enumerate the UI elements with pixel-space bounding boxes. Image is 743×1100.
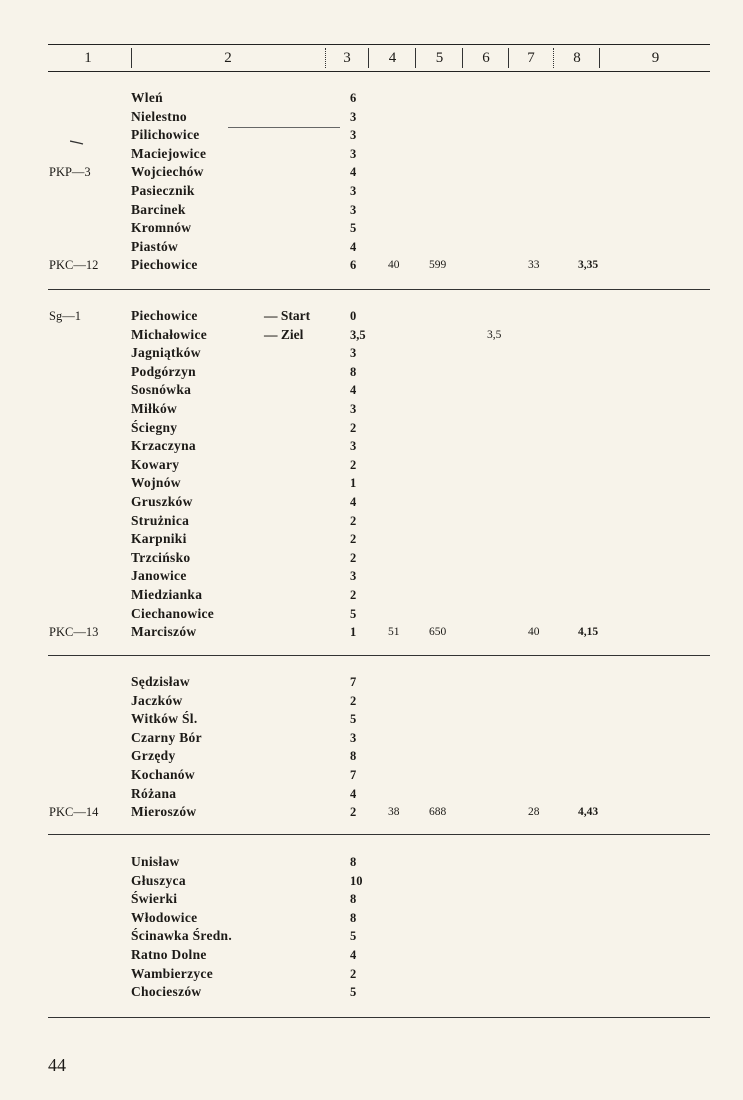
distance-value: 4	[350, 165, 357, 180]
place-name: Maciejowice	[131, 145, 207, 161]
table-row	[0, 201, 743, 219]
table-row	[0, 238, 743, 256]
distance-value: 7	[350, 768, 357, 782]
table-row	[0, 456, 743, 474]
distance-value: 2	[350, 805, 357, 820]
table-row	[0, 381, 743, 399]
distance-value: 2	[350, 420, 357, 435]
distance-value: 3	[350, 402, 357, 416]
table-row	[0, 419, 743, 437]
distance-value: 5	[350, 985, 357, 1000]
place-name: Kochanów	[131, 767, 195, 782]
table-row	[0, 437, 743, 455]
place-name: Jaczków	[131, 692, 183, 708]
place-name: Sędzisław	[131, 674, 190, 689]
distance-value: 3	[350, 439, 357, 454]
section-divider	[48, 655, 710, 656]
place-name: Wleń	[131, 90, 163, 105]
column-header-1: 1	[84, 50, 92, 66]
table-row	[0, 512, 743, 530]
table-row	[0, 710, 743, 728]
distance-value: 2	[350, 532, 357, 547]
header-top-rule	[48, 44, 710, 45]
col8-value: 4,43	[578, 806, 599, 819]
table-row	[0, 853, 743, 871]
header-separator	[599, 48, 600, 68]
place-name: Kowary	[131, 456, 180, 472]
table-row	[0, 145, 743, 163]
distance-value: 3	[350, 128, 357, 143]
column-header-7: 7	[527, 50, 535, 66]
distance-value: 5	[350, 606, 357, 621]
place-name: Ciechanowice	[131, 605, 215, 621]
header-bottom-rule	[48, 71, 710, 72]
place-name: Świerki	[131, 891, 178, 907]
place-name: Piechowice	[131, 257, 198, 273]
distance-value: 8	[350, 892, 357, 907]
place-name: Piastów	[131, 238, 179, 254]
place-name: Witków Śl.	[131, 711, 198, 727]
table-row	[0, 692, 743, 710]
distance-value: 5	[350, 929, 357, 944]
place-note: — Start	[264, 308, 311, 323]
col7-value: 33	[528, 259, 540, 272]
distance-value: 2	[350, 966, 357, 981]
table-row	[0, 182, 743, 200]
distance-value: 0	[350, 309, 357, 323]
distance-value: 4	[350, 495, 357, 509]
place-name: Miedzianka	[131, 587, 203, 602]
table-row	[0, 927, 743, 945]
header-separator	[368, 48, 369, 68]
table-row	[0, 946, 743, 964]
col7-value: 40	[528, 626, 540, 639]
place-name: Sosnówka	[131, 382, 192, 398]
column-header-9: 9	[651, 50, 660, 66]
distance-value: 2	[350, 513, 357, 528]
route-code: PKC—13	[49, 625, 99, 640]
col5-value: 599	[429, 259, 447, 272]
distance-value: 2	[350, 693, 357, 708]
table-row	[0, 126, 743, 144]
distance-value: 7	[350, 675, 357, 689]
route-code: PKC—14	[49, 805, 99, 820]
place-name: Chocieszów	[131, 984, 202, 1000]
col8-value: 3,35	[578, 259, 599, 272]
place-name: Michałowice	[131, 326, 208, 342]
distance-value: 8	[350, 364, 357, 379]
table-row	[0, 623, 743, 641]
table-row	[0, 108, 743, 126]
place-name: Miłków	[131, 401, 178, 416]
table-row	[0, 803, 743, 821]
place-name: Karpniki	[131, 531, 187, 547]
distance-value: 4	[350, 383, 357, 398]
table-row	[0, 872, 743, 890]
column-header-8: 8	[573, 50, 581, 66]
route-code: PKC—12	[49, 258, 99, 273]
distance-value: 2	[350, 550, 357, 565]
table-row	[0, 400, 743, 418]
place-name: Włodowice	[131, 909, 198, 925]
page-number: 44	[48, 1055, 66, 1075]
header-separator	[508, 48, 509, 68]
table-row	[0, 729, 743, 747]
table-row	[0, 344, 743, 362]
table-row	[0, 256, 743, 274]
place-name: Czarny Bór	[131, 729, 202, 745]
place-name: Kromnów	[131, 220, 192, 236]
place-name: Wojnów	[131, 475, 181, 491]
place-name: Gruszków	[131, 494, 193, 509]
table-row	[0, 785, 743, 803]
table-row	[0, 747, 743, 765]
distance-value: 4	[350, 239, 357, 254]
route-code: PKP—3	[49, 165, 91, 180]
distance-value: 3	[350, 109, 357, 124]
distance-value: 5	[350, 712, 357, 727]
distance-value: 5	[350, 221, 357, 236]
header-separator	[131, 48, 132, 68]
column-header-5: 5	[435, 50, 444, 66]
place-name: Marciszów	[131, 624, 197, 640]
place-name: Grzędy	[131, 748, 176, 764]
section-divider	[48, 289, 710, 290]
place-name: Barcinek	[131, 201, 186, 217]
table-row	[0, 549, 743, 567]
place-name: Jagniątków	[131, 345, 201, 361]
place-name: Pilichowice	[131, 127, 200, 143]
place-name: Wojciechów	[131, 164, 204, 180]
distance-value: 8	[350, 910, 357, 925]
place-name: Pasiecznik	[131, 183, 195, 198]
table-row	[0, 965, 743, 983]
place-name: Janowice	[131, 568, 187, 584]
distance-value: 8	[350, 749, 357, 764]
distance-value: 8	[350, 855, 357, 869]
table-row	[0, 586, 743, 604]
distance-value: 2	[350, 588, 357, 602]
col4-value: 38	[388, 806, 400, 819]
column-header-3: 3	[343, 50, 351, 66]
distance-value: 10	[350, 873, 363, 888]
table-row	[0, 673, 743, 691]
table-row	[0, 605, 743, 623]
col5-value: 650	[429, 626, 447, 639]
place-name: Różana	[131, 785, 177, 801]
table-row	[0, 983, 743, 1001]
distance-value: 3	[350, 146, 357, 161]
column-header-4: 4	[388, 50, 397, 66]
column-header-6: 6	[482, 50, 490, 66]
distance-value: 1	[350, 476, 357, 491]
distance-value: 3	[350, 346, 357, 361]
distance-value: 6	[350, 258, 357, 273]
place-name: Mieroszów	[131, 804, 197, 820]
table-row	[0, 89, 743, 107]
section-divider	[48, 1017, 710, 1018]
distance-value: 3	[350, 730, 357, 745]
distance-value: 4	[350, 948, 357, 962]
table-row	[0, 493, 743, 511]
col4-value: 40	[388, 259, 400, 272]
distance-value: 6	[350, 91, 357, 105]
place-name: Głuszyca	[131, 872, 186, 888]
table-row	[0, 766, 743, 784]
table-row	[0, 567, 743, 585]
distance-value: 3	[350, 184, 357, 198]
table-row	[0, 909, 743, 927]
place-name: Piechowice	[131, 308, 198, 323]
place-name: Wambierzyce	[131, 965, 214, 981]
place-name: Krzaczyna	[131, 438, 196, 454]
route-code: Sg—1	[49, 309, 81, 323]
distance-value: 3	[350, 202, 357, 217]
table-row	[0, 363, 743, 381]
table-row	[0, 530, 743, 548]
distance-value: 1	[350, 625, 357, 640]
header-separator	[325, 48, 326, 68]
table-row	[0, 890, 743, 908]
col7-value: 28	[528, 806, 540, 819]
header-separator	[553, 48, 554, 68]
distance-value: 3	[350, 569, 357, 584]
col5-value: 688	[429, 806, 447, 819]
table-row	[0, 219, 743, 237]
distance-value: 3,5	[350, 327, 366, 342]
distance-value: 4	[350, 786, 357, 801]
place-name: Trzcińsko	[131, 549, 191, 565]
place-name: Podgórzyn	[131, 363, 196, 379]
place-name: Ścinawka Średn.	[131, 928, 233, 944]
table-row	[0, 474, 743, 492]
place-name: Nielestno	[131, 108, 187, 124]
section-divider	[48, 834, 710, 835]
column-header-2: 2	[224, 50, 232, 66]
col8-value: 4,15	[578, 626, 599, 639]
place-note: — Ziel	[264, 326, 304, 342]
place-name: Ratno Dolne	[131, 947, 207, 962]
place-name: Unisław	[131, 854, 180, 869]
header-separator	[462, 48, 463, 68]
table-row	[0, 326, 743, 344]
place-name: Strużnica	[131, 512, 190, 528]
distance-value: 2	[350, 457, 357, 472]
place-name: Ściegny	[131, 419, 178, 435]
table-row	[0, 163, 743, 181]
table-row	[0, 307, 743, 325]
col4-value: 51	[388, 626, 400, 639]
header-separator	[415, 48, 416, 68]
col6-value: 3,5	[487, 328, 502, 341]
